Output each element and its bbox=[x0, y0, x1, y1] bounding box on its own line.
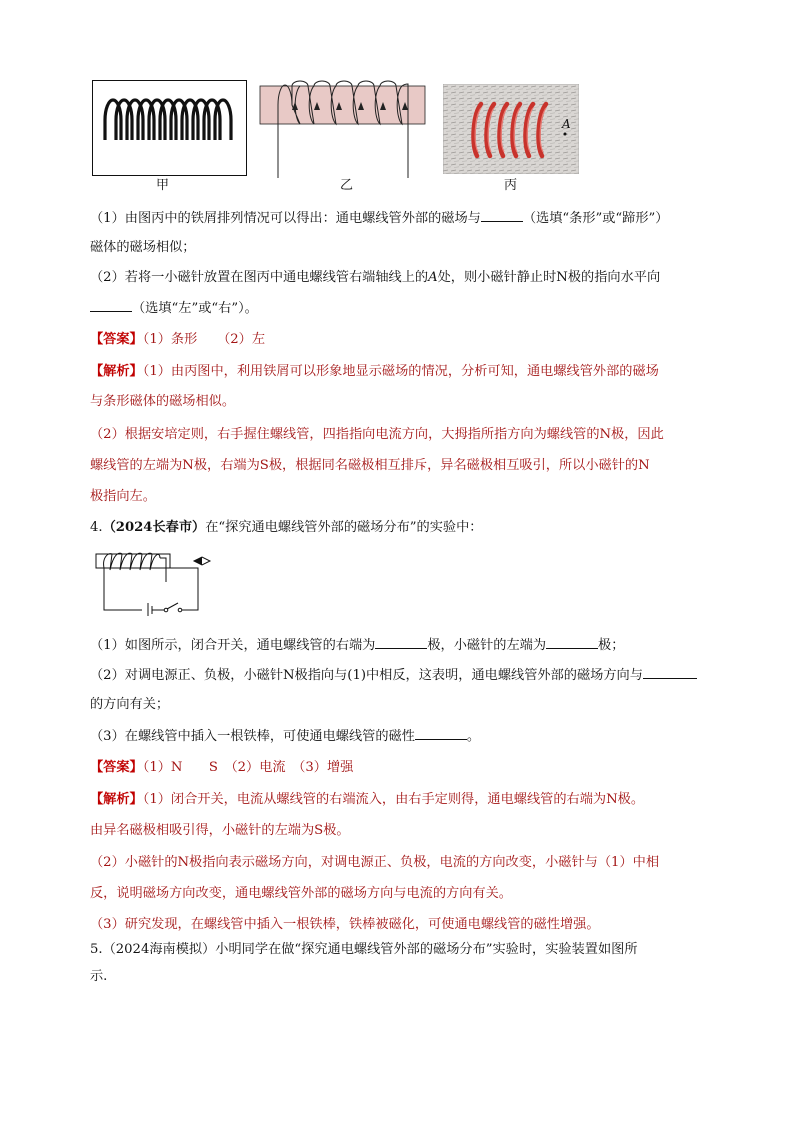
q3-analysis-1b: 与条形磁体的磁场相似。 bbox=[90, 394, 236, 409]
q4-analysis-1a bbox=[90, 790, 644, 810]
q3-part2-text-c: （选填“左”或“右”）。 bbox=[132, 301, 258, 316]
q3-part2-var: A bbox=[428, 270, 438, 285]
q3-analysis-tag: 【解析】 bbox=[90, 364, 143, 379]
q4-sub1-blank1 bbox=[375, 635, 427, 649]
q4-sub1-a: （1）如图所示，闭合开关，通电螺线管的右端为 bbox=[90, 638, 376, 653]
q3-part1-text-b: （选填“条形”或“蹄形”） bbox=[522, 211, 669, 226]
q3-part2-text-b: 处，则小磁针静止时N极的指向水平向 bbox=[437, 270, 661, 285]
q4-answer bbox=[90, 758, 353, 778]
q4-number: 4. bbox=[90, 520, 103, 535]
q4-stem bbox=[90, 518, 482, 538]
q4-sub2-a: （2）对调电源正、负极，小磁针N极指向与(1)中相反，这表明，通电螺线管外部的磁场方向与 bbox=[90, 668, 643, 683]
figure-jia-label: 甲 bbox=[156, 178, 170, 193]
q3-part2-line2 bbox=[90, 298, 258, 319]
q3-analysis-2a: （2）根据安培定则，右手握住螺线管，四指指向电流方向，大拇指所指方向为螺线管的N极，因此 bbox=[90, 427, 664, 442]
q4-analysis-1a-text: （1）闭合开关，电流从螺线管的右端流入，由右手定则得，通电螺线管的右端为N极。 bbox=[142, 792, 645, 807]
q4-sub1-b: 极，小磁针的左端为 bbox=[427, 638, 547, 653]
q3-analysis-2b: 螺线管的左端为N极，右端为S极，根据同名磁极相互排斥，异名磁极相互吸引，所以小磁针的N bbox=[90, 458, 650, 473]
figure-yi bbox=[258, 80, 428, 178]
figure-jia bbox=[92, 80, 247, 176]
q5-line2: 示. bbox=[90, 969, 108, 984]
q4-stem-text: 在“探究通电螺线管外部的磁场分布”的实验中： bbox=[205, 520, 483, 535]
q4-analysis-3: （3）研究发现，在螺线管中插入一根铁棒，铁棒被磁化，可使通电螺线管的磁性增强。 bbox=[90, 917, 600, 932]
q4-analysis-1b: 由异名磁极相吸引得，小磁针的左端为S极。 bbox=[90, 823, 350, 838]
q4-sub2-line1 bbox=[90, 665, 697, 686]
q4-analysis-2b: 反，说明磁场方向改变，通电螺线管外部的磁场方向与电流的方向有关。 bbox=[90, 886, 512, 901]
q4-answer-tag: 【答案】 bbox=[90, 760, 143, 775]
q4-sub2-blank bbox=[643, 665, 697, 679]
q3-part1-line1 bbox=[90, 208, 668, 229]
q4-source: （2024长春市） bbox=[102, 520, 206, 535]
q3-answer-tag: 【答案】 bbox=[90, 332, 143, 347]
q3-analysis-1a bbox=[90, 362, 659, 382]
q4-sub2-line2: 的方向有关； bbox=[90, 697, 170, 712]
q3-part1-text-a: （1）由图丙中的铁屑排列情况可以得出：通电螺线管外部的磁场与 bbox=[90, 211, 481, 226]
q3-analysis-2c: 极指向左。 bbox=[90, 489, 156, 504]
q4-circuit-diagram bbox=[94, 548, 224, 616]
q3-part1-blank bbox=[481, 208, 523, 222]
q4-sub1-c: 极； bbox=[598, 638, 625, 653]
figure-bing-label: 丙 bbox=[504, 178, 518, 193]
q4-sub3-a: （3）在螺线管中插入一根铁棒，可使通电螺线管的磁性 bbox=[90, 729, 415, 744]
q3-part2-blank bbox=[90, 298, 132, 312]
q4-sub3-blank bbox=[415, 726, 467, 740]
q4-analysis-tag: 【解析】 bbox=[90, 792, 143, 807]
q4-sub1 bbox=[90, 635, 624, 656]
q3-answer-text: （1）条形 （2）左 bbox=[142, 332, 266, 347]
q4-sub3-b: 。 bbox=[466, 729, 481, 744]
q3-analysis-1a-text: （1）由丙图中，利用铁屑可以形象地显示磁场的情况，分析可知，通电螺线管外部的磁场 bbox=[142, 364, 659, 379]
q5-line1: 5.（2024海南模拟）小明同学在做“探究通电螺线管外部的磁场分布”实验时，实验装置如图所 bbox=[90, 942, 638, 957]
figure-yi-label: 乙 bbox=[340, 178, 354, 193]
point-a-label: A bbox=[562, 117, 571, 131]
figure-bing bbox=[443, 84, 579, 174]
q4-sub3 bbox=[90, 726, 480, 747]
q4-answer-text: （1）N S （2）电流 （3）增强 bbox=[142, 760, 354, 775]
q3-part2-text-a: （2）若将一小磁针放置在图丙中通电螺线管右端轴线上的 bbox=[90, 270, 429, 285]
q3-answer bbox=[90, 330, 265, 350]
q3-part1-line2: 磁体的磁场相似； bbox=[90, 240, 196, 255]
q3-part2-line1 bbox=[90, 268, 660, 288]
q4-analysis-2a: （2）小磁针的N极指向表示磁场方向，对调电源正、负极，电流的方向改变，小磁针与（1）中相 bbox=[90, 855, 660, 870]
compass-needle-icon bbox=[194, 557, 210, 565]
q4-sub1-blank2 bbox=[546, 635, 598, 649]
